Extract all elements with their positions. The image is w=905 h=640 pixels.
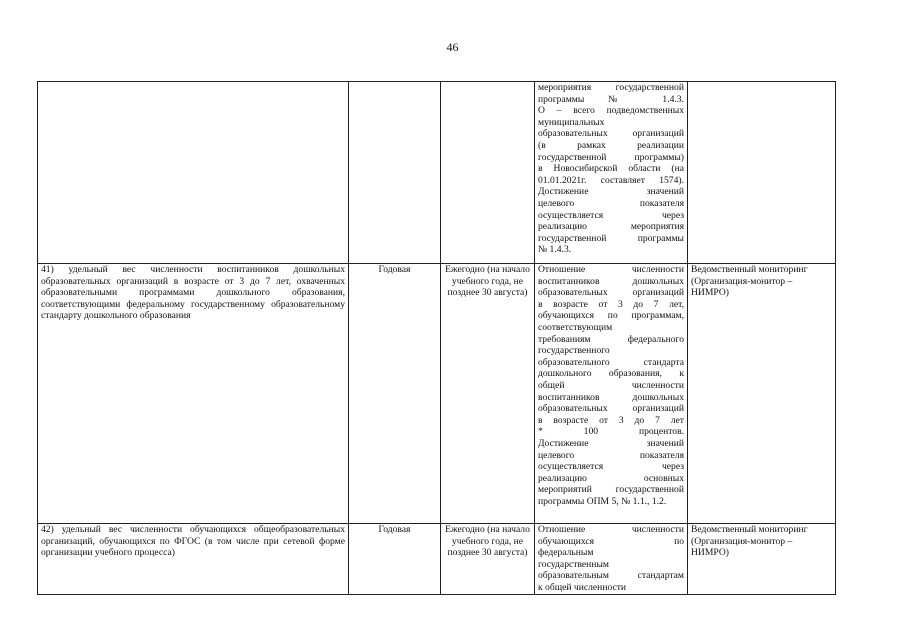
indicator-name-cell: 41) удельный вес численности воспитанников дошкольных образовательных организаций в возрасте от 3 до 7 лет, охваченных образовательными программами дошкольного образования, соответствующими федеральному государственному образовательному стандарту дошкольного образования: [38, 264, 349, 524]
periodicity-cell: Годовая: [349, 264, 441, 524]
data-source-cell: Ведомственный мониторинг (Организация-монитор – НИМРО): [688, 264, 836, 524]
indicators-table: [37, 81, 836, 595]
table-row: [38, 82, 836, 264]
method-line: требованиям федерального: [538, 333, 684, 345]
table-row: [38, 264, 836, 524]
method-line: Достижение значений: [538, 186, 684, 198]
method-line: в возрасте от 3 до 7 лет: [538, 414, 684, 426]
method-line: программы ОПМ 5, № 1.1., 1.2.: [538, 495, 667, 507]
timing-cell: [441, 82, 535, 264]
method-line: реализацию мероприятия: [538, 221, 684, 233]
method-line: Отношение численности: [538, 264, 684, 275]
method-line: образовательных организаций: [538, 287, 684, 299]
method-line: государственной программы: [538, 232, 684, 244]
periodicity-cell: [349, 82, 441, 264]
timing-cell: Ежегодно (на начало учебного года, не позднее 30 августа): [441, 524, 535, 595]
method-line: осуществляется через: [538, 209, 684, 221]
method-line: соответствующим: [538, 321, 613, 333]
method-line: целевого показателя: [538, 449, 684, 461]
method-line: программы № 1.4.3.: [538, 93, 684, 105]
method-line: № 1.4.3.: [538, 244, 572, 256]
method-line: обучающихся по: [538, 535, 684, 547]
method-line: Достижение значений: [538, 437, 684, 449]
method-line: федеральным: [538, 547, 594, 559]
method-line: реализацию основных: [538, 472, 684, 484]
data-source-cell: [688, 82, 836, 264]
method-line: государственного: [538, 345, 610, 357]
table-row: [38, 524, 836, 595]
calculation-method-cell: [535, 82, 688, 264]
method-line: О – всего подведомственных: [538, 105, 684, 117]
indicator-name-cell: 42) удельный вес численности обучающихся общеобразовательных организаций, обучающихся по ФГОС (в том числе при сетевой форме организации учебного процесса): [38, 524, 349, 595]
method-line: образовательного стандарта: [538, 356, 684, 368]
method-line: мероприятия государственной: [538, 82, 684, 93]
method-line: в Новосибирской области (на: [538, 163, 684, 175]
method-line: (в рамках реализации: [538, 139, 684, 151]
method-line: целевого показателя: [538, 197, 684, 209]
calculation-method-cell: [535, 524, 688, 595]
data-source-cell: Ведомственный мониторинг (Организация-монитор – НИМРО): [688, 524, 836, 595]
method-line: образовательных организаций: [538, 128, 684, 140]
periodicity-cell: Годовая: [349, 524, 441, 595]
method-line: мероприятий государственной: [538, 484, 684, 496]
method-line: Отношение численности: [538, 524, 684, 535]
method-line: образовательных организаций: [538, 403, 684, 415]
indicator-name-cell: [38, 82, 349, 264]
method-line: к общей численности: [538, 581, 627, 593]
method-line: дошкольного образования, к: [538, 368, 684, 380]
method-line: обучающихся по программам,: [538, 310, 684, 322]
method-line: муниципальных: [538, 116, 605, 128]
method-line: воспитанников дошкольных: [538, 391, 684, 403]
method-line: воспитанников дошкольных: [538, 275, 684, 287]
method-line: осуществляется через: [538, 461, 684, 473]
method-line: в возрасте от 3 до 7 лет,: [538, 298, 684, 310]
method-line: образовательным стандартам: [538, 570, 684, 582]
calculation-method-cell: [535, 264, 688, 524]
method-line: государственной программы): [538, 151, 684, 163]
method-line: 01.01.2021г. составляет 1574).: [538, 174, 684, 186]
method-line: общей численности: [538, 379, 684, 391]
method-line: * 100 процентов.: [538, 426, 684, 438]
method-line: государственным: [538, 558, 609, 570]
page-number: 46: [446, 40, 459, 54]
timing-cell: Ежегодно (на начало учебного года, не позднее 30 августа): [441, 264, 535, 524]
